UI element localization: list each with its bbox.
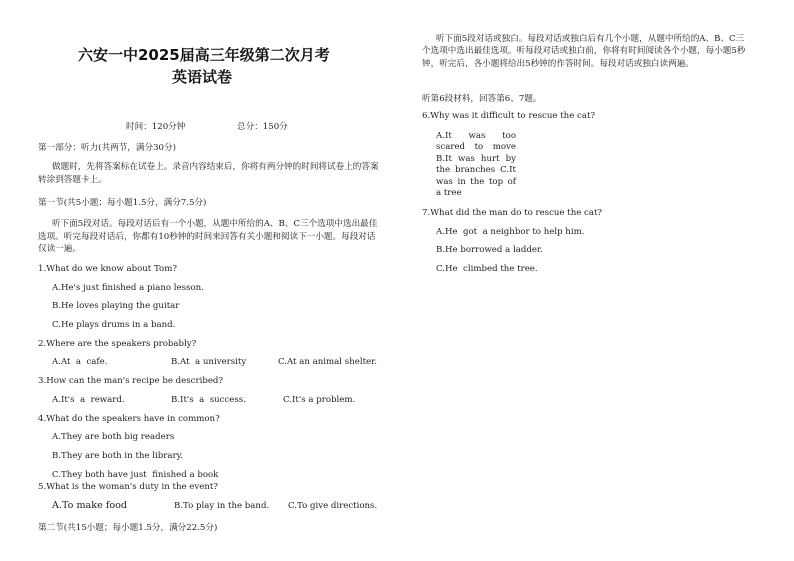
q6-options bbox=[436, 131, 516, 199]
exam-subtitle: 英语试卷 bbox=[172, 68, 233, 86]
q6-option-line: A.It was too bbox=[436, 131, 516, 141]
q6-option-line: a tree bbox=[436, 188, 462, 199]
q1-option-c: C.He plays drums in a band. bbox=[52, 320, 176, 330]
q3-option-b: B.It's a success. bbox=[171, 395, 246, 405]
q2-option-c: C.At an animal shelter. bbox=[278, 357, 378, 367]
question-1: 1.What do we know about Tom? bbox=[38, 264, 177, 274]
question-4: 4.What do the speakers have in common? bbox=[38, 414, 220, 424]
question-2: 2.Where are the speakers probably? bbox=[38, 339, 197, 349]
question-7: 7.What did the man do to rescue the cat? bbox=[422, 208, 603, 218]
exam-time: 时间：120分钟 bbox=[126, 122, 186, 132]
q7-option-a: A.He got a neighbor to help him. bbox=[436, 227, 585, 237]
q1-option-a: A.He's just finished a piano lesson. bbox=[52, 283, 204, 293]
exam-title: 六安一中2025届高三年级第二次月考 bbox=[78, 46, 330, 64]
q1-option-b: B.He loves playing the guitar bbox=[52, 301, 180, 311]
q5-option-a: A.To make food bbox=[52, 500, 128, 511]
q7-option-c: C.He climbed the tree. bbox=[436, 264, 538, 274]
part1-heading: 第一部分：听力(共两节，满分30分) bbox=[38, 143, 176, 153]
q7-option-b: B.He borrowed a ladder. bbox=[436, 245, 543, 255]
q4-option-b: B.They are both in the library. bbox=[52, 451, 184, 461]
q5-option-b: B.To play in the band. bbox=[174, 501, 270, 511]
q6-option-line: B.It was hurt by bbox=[436, 153, 516, 164]
q5-option-c: C.To give directions. bbox=[288, 501, 378, 511]
q3-option-a: A.It's a reward. bbox=[52, 395, 125, 405]
part1-instructions: 做题时，先将答案标在试卷上。录音内容结束后，你将有两分钟的时间将试卷上的答案转涂到答题卡上。 bbox=[38, 162, 379, 185]
question-5: 5.What is the woman's duty in the event? bbox=[38, 482, 218, 492]
q6-option-line: scared to move bbox=[436, 142, 516, 153]
q4-option-c: C.They both have just finished a book bbox=[52, 470, 219, 480]
section2-heading: 第二节(共15小题；每小题1.5分，满分22.5分) bbox=[38, 523, 218, 533]
section1-instructions: 听下面5段对话。每段对话后有一个小题，从题中所给的A、B、C三个选项中选出最佳选项。听完每段对话后，你都有10秒钟的时间来回答有关小题和阅读下一小题。每段对话仅读一遍。 bbox=[38, 219, 378, 254]
q3-option-c: C.It's a problem. bbox=[283, 395, 356, 405]
question-3: 3.How can the man's recipe be described? bbox=[38, 376, 224, 386]
q2-option-a: A.At a cafe. bbox=[52, 357, 108, 367]
q6-option-line: was in the top of bbox=[436, 176, 516, 187]
section2-instructions: 听下面5段对话或独白。每段对话或独白后有几个小题，从题中所给的A、B、C三 个选项中选出最佳选项。听每段对话或独白前，你将有时间阅读各个小题，每小题5秒 钟，听完后，各小题将给出5秒钟的作答时间。每段对话或独白读两遍。 bbox=[422, 34, 746, 69]
section1-heading: 第一节(共5小题；每小题1.5分，满分7.5分) bbox=[38, 198, 207, 208]
q2-option-b: B.At a university bbox=[171, 357, 247, 367]
q6-option-line: the branches C.It bbox=[436, 165, 516, 176]
exam-total-score: 总分：150分 bbox=[237, 122, 288, 132]
group6-intro: 听第6段材料，回答第6、7题。 bbox=[422, 94, 542, 104]
question-6: 6.Why was it difficult to rescue the cat? bbox=[422, 111, 596, 121]
q4-option-a: A.They are both big readers bbox=[52, 432, 175, 442]
